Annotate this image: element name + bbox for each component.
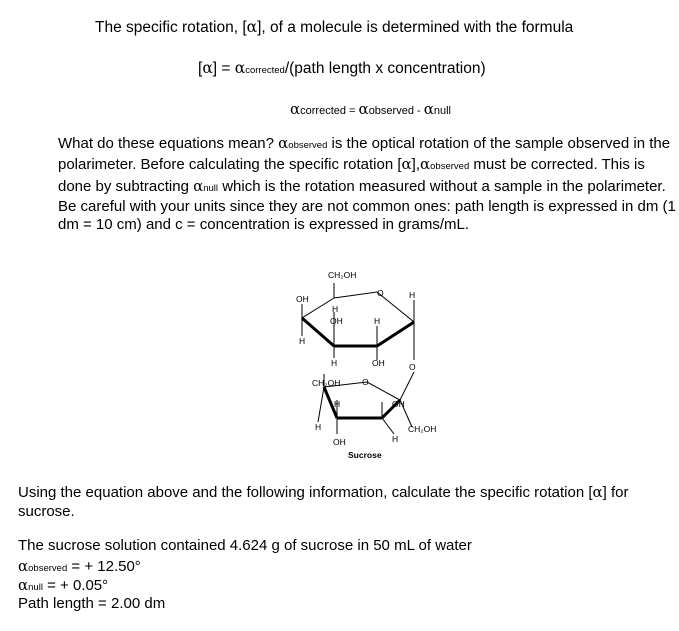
alpha-symbol: α bbox=[592, 483, 603, 501]
bracket-open: [ bbox=[198, 60, 203, 77]
explanation-paragraph bbox=[58, 134, 678, 234]
question-paragraph bbox=[18, 483, 673, 521]
question-text-after: ] for sucrose. bbox=[18, 484, 629, 520]
label-oh-left: OH bbox=[296, 294, 309, 304]
structure-labels bbox=[296, 270, 436, 460]
label-ch2oh-top: CH₂OH bbox=[328, 270, 357, 280]
null-subscript: null bbox=[28, 582, 43, 593]
observed-subscript: observed bbox=[430, 161, 470, 173]
label-h-c2: H bbox=[374, 316, 381, 326]
alpha-symbol: α bbox=[401, 155, 412, 174]
label-fructose-o: O bbox=[362, 377, 369, 387]
label-fructose-h2: H bbox=[315, 422, 322, 432]
alpha-observed-symbol: α bbox=[278, 134, 289, 152]
alpha-null-symbol: α bbox=[193, 176, 204, 195]
intro-text-1: What do these equations mean? bbox=[58, 135, 279, 152]
alpha-corrected-symbol: α bbox=[290, 100, 301, 118]
alpha-corrected-subscript: corrected bbox=[245, 65, 285, 76]
alpha-observed-symbol: α bbox=[18, 557, 29, 575]
formula-denominator: /(path length x concentration) bbox=[284, 60, 486, 77]
bracket-close-equals: ] = bbox=[212, 60, 235, 77]
given-solution-line: The sucrose solution contained 4.624 g of sucrose in 50 mL of water bbox=[18, 537, 472, 554]
observed-value: = + 12.50° bbox=[67, 558, 141, 575]
label-ch2oh-fructose: CH₂OH bbox=[312, 378, 341, 388]
label-fructose-oh: OH bbox=[392, 399, 405, 409]
given-observed-line bbox=[18, 557, 141, 575]
sucrose-structure-diagram bbox=[282, 262, 447, 462]
alpha-observed-symbol: α bbox=[420, 155, 431, 174]
equals-sign: = bbox=[346, 105, 359, 117]
label-oh-bottom: OH bbox=[372, 358, 385, 368]
alpha-observed-symbol: α bbox=[358, 100, 369, 118]
intro-text-3: ], bbox=[411, 156, 420, 174]
corrected-subscript: corrected bbox=[300, 105, 346, 117]
label-fructose-oh2: OH bbox=[333, 437, 346, 447]
given-path-length-line: Path length = 2.00 dm bbox=[18, 595, 166, 612]
structure-caption: Sucrose bbox=[348, 450, 382, 460]
observed-subscript: observed bbox=[28, 563, 68, 574]
specific-rotation-formula bbox=[198, 59, 486, 78]
null-subscript: null bbox=[433, 105, 451, 117]
null-value: = + 0.05° bbox=[42, 577, 109, 594]
label-h-anomeric: H bbox=[409, 290, 416, 300]
label-glycosidic-o: O bbox=[409, 362, 416, 372]
label-h-c4: H bbox=[332, 304, 339, 314]
observed-subscript: observed bbox=[368, 105, 414, 117]
label-ring-o: O bbox=[377, 288, 384, 298]
question-text-before: Using the equation above and the following information, calculate the specific rotation [ bbox=[18, 484, 593, 501]
intro-text-2: is the optical rotation of the sample observed in the polarimeter. Before calculating the specific rotation [ bbox=[58, 135, 671, 174]
corrected-rotation-formula bbox=[290, 100, 451, 118]
alpha-symbol: α bbox=[202, 59, 213, 77]
intro-text-4: must be corrected. This is done by subtracting bbox=[58, 156, 645, 195]
label-fructose-ch2oh: CH₂OH bbox=[408, 424, 437, 434]
label-fructose-h3: H bbox=[392, 434, 399, 444]
label-oh-c3: OH bbox=[330, 316, 343, 326]
intro-text-5: which is the rotation measured without a sample in the polarimeter. Be careful with your units since they are not common ones: path length is expressed in dm (1 dm = 10 cm) and c = concentration is expressed in grams/mL. bbox=[58, 177, 676, 234]
alpha-symbol: α bbox=[246, 18, 258, 36]
title-text-before: The specific rotation, [ bbox=[95, 19, 247, 36]
alpha-null-symbol: α bbox=[18, 576, 29, 594]
title-text-after: ], of a molecule is determined with the formula bbox=[257, 19, 574, 36]
observed-subscript: observed bbox=[288, 140, 328, 151]
label-fructose-h1: H bbox=[334, 399, 341, 409]
formula-intro-heading bbox=[95, 18, 573, 37]
given-null-line bbox=[18, 576, 108, 594]
label-h-bottom: H bbox=[331, 358, 338, 368]
label-h-left: H bbox=[299, 336, 306, 346]
null-subscript: null bbox=[203, 182, 219, 194]
minus-sign: - bbox=[413, 105, 424, 117]
alpha-corrected-symbol: α bbox=[234, 59, 246, 77]
alpha-null-symbol: α bbox=[423, 100, 434, 118]
glucose-ring bbox=[302, 283, 414, 360]
